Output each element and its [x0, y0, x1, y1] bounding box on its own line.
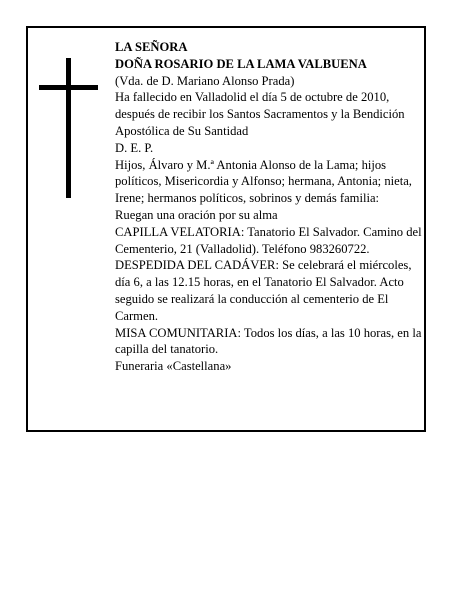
deceased-name: DOÑA ROSARIO DE LA LAMA VALBUENA — [115, 56, 367, 71]
notice-text — [115, 39, 423, 375]
prayer-text: Ruegan una oración por su alma — [115, 207, 278, 222]
obituary-notice — [26, 26, 426, 432]
cross-vertical-bar — [66, 58, 71, 198]
farewell-text: DESPEDIDA DEL CADÁVER: Se celebrará el miércoles, día 6, a las 12.15 horas, en el Tanatorio El Salvador. Acto seguido se realizará la conducción al cementerio de El Carmen. — [115, 258, 412, 323]
title-line-1: LA SEÑORA — [115, 40, 188, 54]
chapel-text: CAPILLA VELATORIA: Tanatorio El Salvador. Camino del Cementerio, 21 (Valladolid). Teléfono 983260722. — [115, 224, 422, 256]
death-text: Ha fallecido en Valladolid el día 5 de octubre de 2010, después de recibir los Santos Sacramentos y la Bendición Apostólica de Su Santidad — [115, 90, 405, 138]
family-text: Hijos, Álvaro y M.ª Antonia Alonso de la Lama; hijos políticos, Misericordia y Alfonso; hermana, Antonia; nieta, Irene; hermanos políticos, sobrinos y demás familia: — [115, 157, 412, 206]
rip-text: D. E. P. — [115, 140, 154, 155]
funeral-home: Funeraria «Castellana» — [115, 359, 232, 374]
cross-horizontal-bar — [39, 85, 98, 90]
mass-text: MISA COMUNITARIA: Todos los días, a las 10 horas, en la capilla del tanatorio. — [115, 325, 422, 357]
widow-line: (Vda. de D. Mariano Alonso Prada) — [115, 73, 295, 88]
